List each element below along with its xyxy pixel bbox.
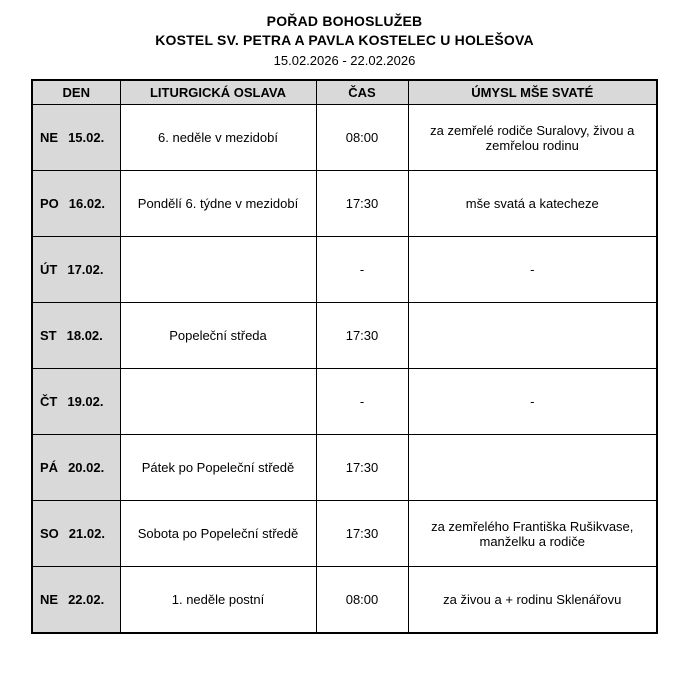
- time-cell: 17:30: [316, 501, 408, 567]
- table-row: [32, 567, 657, 633]
- day-cell: [32, 369, 120, 435]
- day-cell: [32, 303, 120, 369]
- day-cell: [32, 567, 120, 633]
- day-cell: [32, 171, 120, 237]
- table-row: [32, 105, 657, 171]
- day-abbrev: ČT: [40, 394, 58, 410]
- day-date: 16.02.: [68, 196, 105, 212]
- intention-cell: za živou a + rodinu Sklenářovu: [408, 567, 657, 633]
- column-header-den: DEN: [32, 80, 120, 105]
- day-cell: [32, 435, 120, 501]
- day-abbrev: ST: [40, 328, 57, 344]
- day-date: 15.02.: [68, 130, 105, 146]
- time-cell: 08:00: [316, 105, 408, 171]
- day-date: 20.02.: [68, 460, 105, 476]
- table-row: [32, 501, 657, 567]
- time-cell: 17:30: [316, 303, 408, 369]
- intention-cell: [408, 435, 657, 501]
- day-abbrev: NE: [40, 592, 59, 608]
- day-date: 22.02.: [68, 592, 105, 608]
- time-cell: 17:30: [316, 171, 408, 237]
- day-date: 17.02.: [67, 262, 104, 278]
- day-cell: [32, 501, 120, 567]
- day-date: 21.02.: [68, 526, 105, 542]
- intention-cell: za zemřelé rodiče Suralovy, živou a zemřelou rodinu: [408, 105, 657, 171]
- intention-cell: mše svatá a katecheze: [408, 171, 657, 237]
- table-row: [32, 171, 657, 237]
- day-abbrev: ÚT: [40, 262, 58, 278]
- day-cell: [32, 105, 120, 171]
- celebration-cell: Pátek po Popeleční středě: [120, 435, 316, 501]
- table-header-row: [32, 80, 657, 105]
- time-cell: 17:30: [316, 435, 408, 501]
- intention-cell: -: [408, 369, 657, 435]
- day-abbrev: PO: [40, 196, 59, 212]
- celebration-cell: 6. neděle v mezidobí: [120, 105, 316, 171]
- table-row: [32, 435, 657, 501]
- column-header-umysl: ÚMYSL MŠE SVATÉ: [408, 80, 657, 105]
- day-abbrev: NE: [40, 130, 59, 146]
- day-date: 19.02.: [67, 394, 104, 410]
- table-row: [32, 237, 657, 303]
- day-abbrev: PÁ: [40, 460, 59, 476]
- day-cell: [32, 237, 120, 303]
- intention-cell: -: [408, 237, 657, 303]
- day-abbrev: SO: [40, 526, 59, 542]
- table-row: [32, 369, 657, 435]
- page-title: POŘAD BOHOSLUŽEB: [266, 13, 423, 29]
- column-header-cas: ČAS: [316, 80, 408, 105]
- time-cell: -: [316, 237, 408, 303]
- church-name: KOSTEL SV. PETRA A PAVLA KOSTELEC U HOLEŠOVA: [155, 31, 534, 48]
- table-row: [32, 303, 657, 369]
- celebration-cell: [120, 369, 316, 435]
- celebration-cell: Popeleční středa: [120, 303, 316, 369]
- intention-cell: [408, 303, 657, 369]
- celebration-cell: 1. neděle postní: [120, 567, 316, 633]
- intention-cell: za zemřelého Františka Rušikvase, manželku a rodiče: [408, 501, 657, 567]
- time-cell: 08:00: [316, 567, 408, 633]
- day-date: 18.02.: [66, 328, 103, 344]
- document-header: [0, 12, 689, 69]
- column-header-oslava: LITURGICKÁ OSLAVA: [120, 80, 316, 105]
- celebration-cell: [120, 237, 316, 303]
- time-cell: -: [316, 369, 408, 435]
- celebration-cell: Sobota po Popeleční středě: [120, 501, 316, 567]
- date-range: 15.02.2026 - 22.02.2026: [273, 52, 416, 68]
- schedule-table: [31, 79, 658, 634]
- celebration-cell: Pondělí 6. týdne v mezidobí: [120, 171, 316, 237]
